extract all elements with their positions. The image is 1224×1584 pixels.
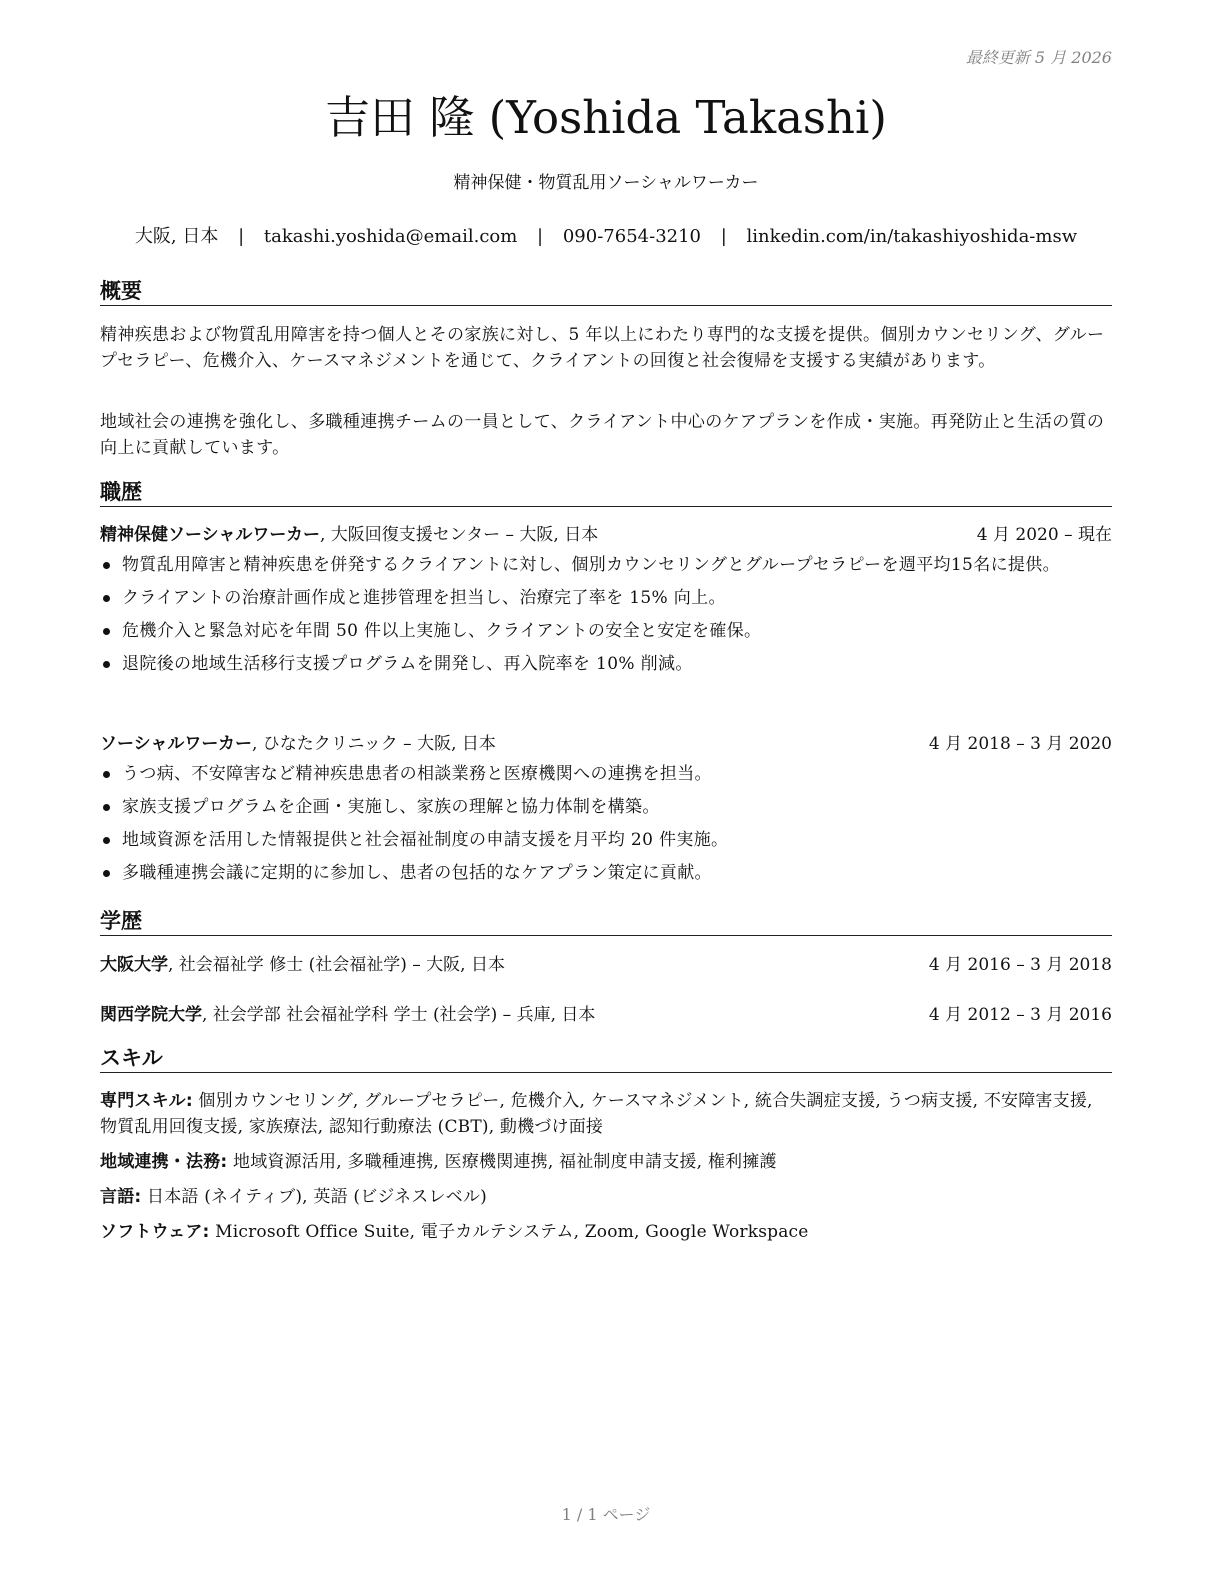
contact-phone[interactable]: 090-7654-3210 — [562, 226, 701, 247]
degree-detail: , 社会学部 社会福祉学科 学士 (社会学) – 兵庫, 日本 — [202, 1005, 596, 1025]
skill-value: 日本語 (ネイティブ), 英語 (ビジネスレベル) — [141, 1187, 487, 1207]
job-bullets — [100, 552, 1112, 684]
separator: | — [720, 226, 727, 247]
contact-line — [100, 225, 1112, 249]
education-dates: 4 月 2012 – 3 月 2016 — [928, 1005, 1112, 1025]
skill-value: 地域資源活用, 多職種連携, 医療機関連携, 福祉制度申請支援, 権利擁護 — [227, 1152, 777, 1172]
list-item: うつ病、不安障害など精神疾患患者の相談業務と医療機関への連携を担当。 — [100, 761, 1112, 787]
job-role: ソーシャルワーカー — [100, 734, 252, 754]
degree-detail: , 社会福祉学 修士 (社会福祉学) – 大阪, 日本 — [168, 955, 505, 975]
list-item: クライアントの治療計画作成と進捗管理を担当し、治療完了率を 15% 向上。 — [100, 585, 1112, 611]
education-dates: 4 月 2016 – 3 月 2018 — [928, 955, 1112, 975]
job-dates: 4 月 2020 – 現在 — [976, 525, 1112, 545]
last-updated: 最終更新 5 月 2026 — [965, 48, 1112, 67]
job-role: 精神保健ソーシャルワーカー — [100, 525, 320, 545]
summary-paragraph: 地域社会の連携を強化し、多職種連携チームの一員として、クライアント中心のケアプランを作成・実施。再発防止と生活の質の向上に貢献しています。 — [100, 412, 1105, 458]
separator: | — [238, 226, 245, 247]
school-name: 関西学院大学 — [100, 1005, 202, 1025]
skill-row — [100, 1088, 1112, 1140]
skill-value: 個別カウンセリング, グループセラピー, 危機介入, ケースマネジメント, 統合失調症支援, うつ病支援, 不安障害支援, 物質乱用回復支援, 家族療法, 認知行動療法 (CBT), 動機づけ面接 — [100, 1091, 1093, 1137]
contact-email[interactable]: takashi.yoshida@email.com — [263, 226, 518, 247]
section-heading-skills: スキル — [100, 1044, 1112, 1073]
resume-page — [100, 0, 1112, 1584]
job-org: , 大阪回復支援センター – 大阪, 日本 — [319, 525, 599, 545]
summary-paragraph: 精神疾患および物質乱用障害を持つ個人とその家族に対し、5 年以上にわたり専門的な支援を提供。個別カウンセリング、グループセラピー、危機介入、ケースマネジメントを通じて、クライアントの回復と社会復帰を支援する実績があります。 — [100, 325, 1105, 371]
list-item: 地域資源を活用した情報提供と社会福祉制度の申請支援を月平均 20 件実施。 — [100, 827, 1112, 853]
separator: | — [537, 226, 544, 247]
skill-row — [100, 1219, 1112, 1245]
job-title: 精神保健・物質乱用ソーシャルワーカー — [453, 173, 759, 193]
list-item: 家族支援プログラムを企画・実施し、家族の理解と協力体制を構築。 — [100, 794, 1112, 820]
list-item: 退院後の地域生活移行支援プログラムを開発し、再入院率を 10% 削減。 — [100, 651, 1112, 677]
skill-label: 言語: — [100, 1187, 142, 1207]
school-name: 大阪大学 — [100, 955, 168, 975]
contact-linkedin[interactable]: linkedin.com/in/takashiyoshida-msw — [746, 226, 1078, 247]
job-bullets — [100, 761, 1112, 893]
section-heading-experience: 職歴 — [100, 478, 1112, 507]
contact-location: 大阪, 日本 — [134, 226, 219, 247]
section-heading-education: 学歴 — [100, 907, 1112, 936]
skill-label: 地域連携・法務: — [100, 1152, 228, 1172]
skill-label: 専門スキル: — [100, 1091, 193, 1111]
skill-row — [100, 1184, 1112, 1210]
education-entry — [100, 1003, 1112, 1027]
job-header — [100, 523, 1112, 547]
section-heading-summary: 概要 — [100, 277, 1112, 306]
skill-label: ソフトウェア: — [100, 1222, 210, 1242]
job-header — [100, 732, 1112, 756]
skill-row — [100, 1149, 1112, 1175]
education-entry — [100, 953, 1112, 977]
list-item: 多職種連携会議に定期的に参加し、患者の包括的なケアプラン策定に貢献。 — [100, 860, 1112, 886]
skill-value: Microsoft Office Suite, 電子カルテシステム, Zoom, Google Workspace — [209, 1222, 809, 1242]
job-org: , ひなたクリニック – 大阪, 日本 — [251, 734, 496, 754]
person-name: 吉田 隆 (Yoshida Takashi) — [325, 91, 887, 144]
job-dates: 4 月 2018 – 3 月 2020 — [928, 734, 1112, 754]
list-item: 危機介入と緊急対応を年間 50 件以上実施し、クライアントの安全と安定を確保。 — [100, 618, 1112, 644]
list-item: 物質乱用障害と精神疾患を併発するクライアントに対し、個別カウンセリングとグループセラピーを週平均15名に提供。 — [100, 552, 1112, 578]
page-number: 1 / 1 ページ — [561, 1505, 651, 1524]
